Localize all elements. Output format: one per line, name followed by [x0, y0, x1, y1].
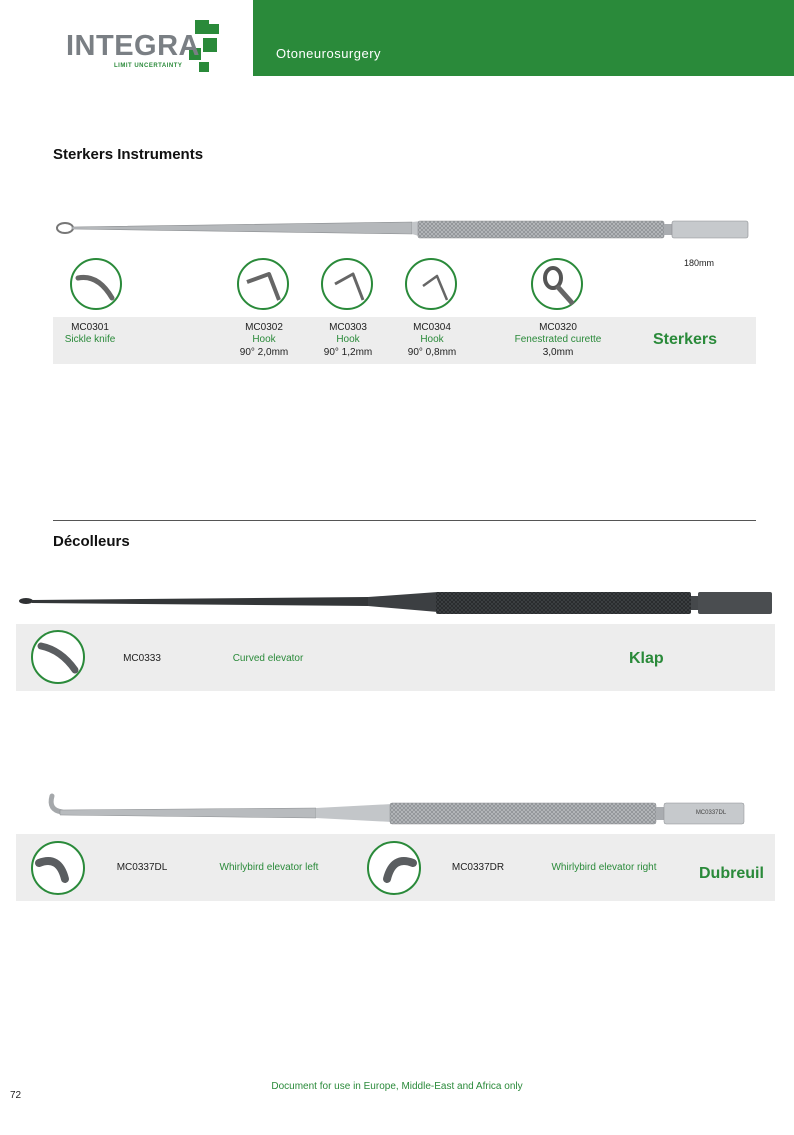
dubreuil-right-code: MC0337DR [451, 862, 505, 873]
item-spec: 90° 2,0mm [239, 347, 289, 358]
fenestrated-curette-tip-icon [531, 258, 583, 310]
item-code: MC0304 [413, 322, 451, 333]
section-divider [53, 520, 756, 521]
sterkers-length: 180mm [684, 258, 715, 268]
klap-instrument-image [16, 586, 776, 620]
item-spec: 3,0mm [542, 347, 574, 358]
item-description: Sickle knife [64, 334, 116, 345]
item-code: MC0301 [71, 322, 109, 333]
dubreuil-brand-label: Dubreuil [699, 865, 764, 882]
item-description: Hook [336, 334, 360, 345]
sterkers-brand-label: Sterkers [653, 331, 718, 348]
decolleurs-section-title: Décolleurs [53, 533, 130, 550]
hook-tip-icon [405, 258, 457, 310]
item-spec: 90° 0,8mm [407, 347, 457, 358]
footer-note: Document for use in Europe, Middle-East and Africa only [271, 1081, 523, 1092]
sickle-knife-tip-icon [70, 258, 122, 310]
dubreuil-left-description: Whirlybird elevator left [219, 862, 319, 873]
dubreuil-handle-marking: MC0337DL [695, 810, 727, 816]
hook-tip-icon [321, 258, 373, 310]
hook-tip-icon [237, 258, 289, 310]
item-description: Hook [252, 334, 276, 345]
logo-wordmark: INTEGRA [66, 30, 200, 62]
whirlybird-left-tip-icon [31, 841, 85, 895]
whirlybird-right-tip-icon [367, 841, 421, 895]
dubreuil-right-description: Whirlybird elevator right [551, 862, 657, 873]
dubreuil-left-code: MC0337DL [116, 862, 168, 873]
klap-code: MC0333 [123, 653, 161, 664]
item-description: Hook [420, 334, 444, 345]
sterkers-section-title: Sterkers Instruments [53, 146, 204, 163]
item-code: MC0302 [245, 322, 283, 333]
header-section-title: Otoneurosurgery [276, 46, 382, 61]
logo-tagline: LIMIT UNCERTAINTY [114, 63, 183, 69]
item-code: MC0320 [539, 322, 577, 333]
sterkers-instrument-image [52, 212, 752, 246]
item-description: Fenestrated curette [514, 334, 602, 345]
item-code: MC0303 [329, 322, 367, 333]
klap-description: Curved elevator [232, 653, 304, 664]
curved-elevator-tip-icon [31, 630, 85, 684]
header-bar [253, 0, 794, 76]
dubreuil-instrument-image [44, 792, 748, 830]
klap-brand-label: Klap [629, 650, 664, 667]
page-number: 72 [10, 1090, 22, 1101]
item-spec: 90° 1,2mm [323, 347, 373, 358]
